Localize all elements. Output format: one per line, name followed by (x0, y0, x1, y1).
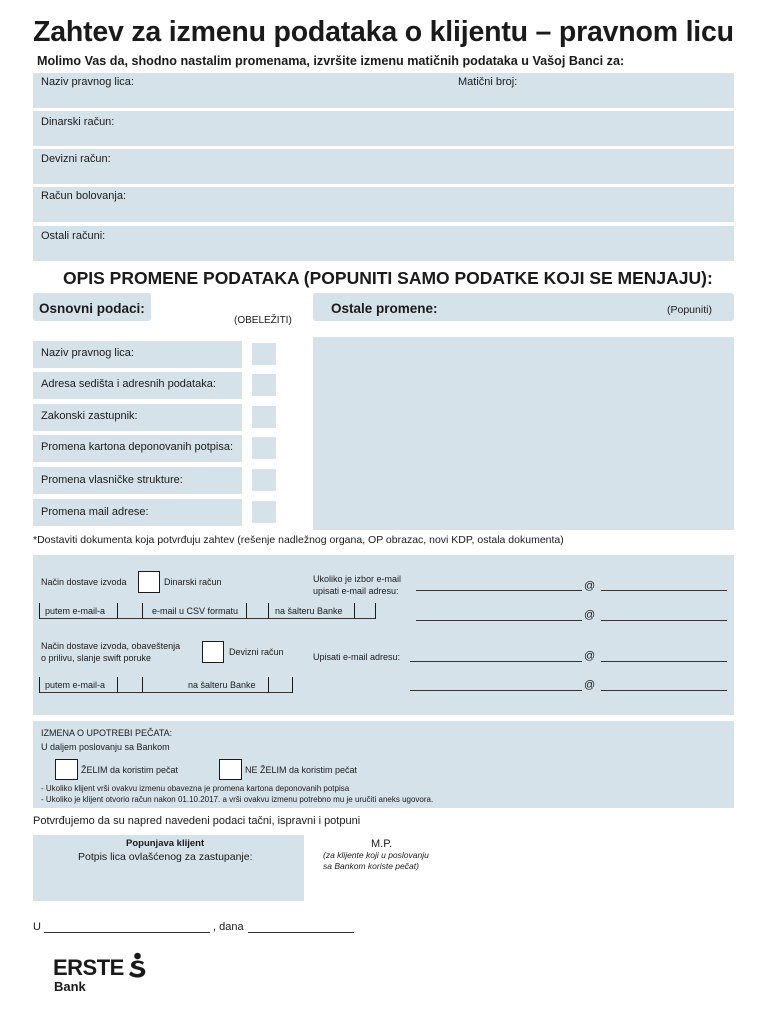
date-label: , dana (213, 921, 244, 933)
checkbox-mail[interactable] (252, 501, 276, 523)
field-legal-name[interactable] (33, 73, 734, 108)
change-item-label: Zakonski zastupnik: (41, 410, 138, 422)
dinar-method-label: Način dostave izvoda (41, 577, 127, 587)
other-changes-field[interactable] (313, 337, 734, 530)
page-subtitle: Molimo Vas da, shodno nastalim promenama, izvršite izmenu matičnih podataka u Vašoj Banci za: (37, 54, 625, 68)
erste-logo-icon (127, 952, 148, 979)
foreign-account-label: Devizni račun (229, 647, 284, 657)
dinar-options-line (39, 618, 375, 619)
divider (268, 677, 269, 693)
checkbox-address[interactable] (252, 374, 276, 396)
stamp-intro: U daljem poslovanju sa Bankom (41, 742, 170, 752)
field-sick-leave-account-label: Račun bolovanja: (41, 190, 127, 202)
email-input-3a[interactable] (410, 661, 582, 662)
divider (354, 603, 355, 619)
stamp-not-want-checkbox[interactable] (219, 759, 242, 780)
signature-label: Potpis lica ovlašćenog za zastupanje: (78, 851, 253, 863)
option-email[interactable]: putem e-mail-a (45, 606, 106, 616)
field-dinar-account[interactable] (33, 111, 734, 146)
checkbox-signature-card[interactable] (252, 437, 276, 459)
basic-data-label: Osnovni podaci: (39, 301, 145, 316)
divider (39, 603, 40, 619)
foreign-account-checkbox[interactable] (202, 641, 224, 663)
mark-hint: (OBELEŽITI) (234, 315, 292, 326)
place-input[interactable] (44, 932, 210, 933)
at-sign: @ (584, 650, 596, 662)
foreign-options-line (39, 692, 292, 693)
stamp-not-want-label: NE ŽELIM da koristim pečat (245, 765, 358, 775)
at-sign: @ (584, 609, 596, 621)
foreign-method-label-line2: o prilivu, slanje swift poruke (41, 653, 152, 663)
fill-hint: (Popuniti) (667, 304, 712, 316)
divider (246, 603, 247, 619)
divider (292, 677, 293, 693)
changes-heading: OPIS PROMENE PODATAKA (POPUNITI SAMO PODATKE KOJI SE MENJAJU): (63, 268, 713, 288)
page-title: Zahtev za izmenu podataka o klijentu – pravnom licu (33, 16, 734, 48)
stamp-note-1: - Ukoliko klijent vrši ovakvu izmenu obavezna je promena kartona deponovanih potpisa (41, 784, 350, 793)
email-input-1a[interactable] (416, 590, 582, 591)
email-input-4a[interactable] (410, 690, 582, 691)
dinar-account-label: Dinarski račun (164, 577, 222, 587)
option-counter[interactable]: na šalteru Banke (275, 606, 343, 616)
erste-logo-subtext: Bank (54, 979, 86, 994)
divider (142, 677, 143, 693)
checkbox-representative[interactable] (252, 406, 276, 428)
option-counter[interactable]: na šalteru Banke (188, 680, 256, 690)
field-other-accounts[interactable] (33, 226, 734, 261)
email-input-1b[interactable] (601, 590, 727, 591)
field-sick-leave-account[interactable] (33, 187, 734, 222)
stamp-want-checkbox[interactable] (55, 759, 78, 780)
divider (375, 603, 376, 619)
mp-label: M.P. (371, 838, 393, 850)
option-email[interactable]: putem e-mail-a (45, 680, 106, 690)
email-input-2b[interactable] (601, 620, 727, 621)
email-enter-label: Upisati e-mail adresu: (313, 652, 401, 662)
field-other-accounts-label: Ostali računi: (41, 230, 106, 242)
field-foreign-account[interactable] (33, 149, 734, 184)
change-item-label: Promena vlasničke strukture: (41, 474, 183, 486)
field-reg-number-label: Matični broj: (458, 76, 518, 88)
other-changes-label: Ostale promene: (331, 301, 438, 316)
mp-note-line2: sa Bankom koriste pečat) (323, 861, 419, 871)
email-input-4b[interactable] (601, 690, 727, 691)
change-item-label: Promena mail adrese: (41, 506, 149, 518)
divider (268, 603, 269, 619)
change-item-label: Adresa sedišta i adresnih podataka: (41, 378, 216, 390)
email-input-2a[interactable] (416, 620, 582, 621)
mp-note-line1: (za klijente koji u poslovanju (323, 850, 429, 860)
change-item-label: Promena kartona deponovanih potpisa: (41, 441, 234, 453)
change-item-label: Naziv pravnog lica: (41, 347, 134, 359)
stamp-heading: IZMENA O UPOTREBI PEČATA: (41, 728, 173, 738)
divider (117, 603, 118, 619)
erste-logo-text: ERSTE (53, 955, 124, 980)
dinar-account-checkbox[interactable] (138, 571, 160, 593)
at-sign: @ (584, 679, 596, 691)
divider (39, 677, 40, 693)
checkbox-legal-name[interactable] (252, 343, 276, 365)
checkbox-ownership[interactable] (252, 469, 276, 491)
foreign-method-label-line1: Način dostave izvoda, obaveštenja (41, 641, 181, 651)
field-dinar-account-label: Dinarski račun: (41, 116, 115, 128)
divider (117, 677, 118, 693)
documents-note: *Dostaviti dokumenta koja potvrđuju zahtev (rešenje nadležnog organa, OP obrazac, novi KDP, ostala dokumenta) (33, 534, 564, 546)
email-if-label-line2: upisati e-mail adresu: (313, 586, 399, 596)
confirmation-statement: Potvrđujemo da su napred navedeni podaci tačni, ispravni i potpuni (33, 815, 361, 827)
email-input-3b[interactable] (601, 661, 727, 662)
at-sign: @ (584, 580, 596, 592)
divider (142, 603, 143, 619)
place-label: U (33, 921, 41, 933)
email-if-label-line1: Ukoliko je izbor e-mail (313, 574, 402, 584)
field-legal-name-label: Naziv pravnog lica: (41, 76, 134, 88)
date-input[interactable] (248, 932, 354, 933)
stamp-note-2: - Ukoliko je klijent otvorio račun nakon 01.10.2017. a vrši ovakvu izmenu potrebno mu je uručiti aneks ugovora. (41, 795, 434, 804)
field-foreign-account-label: Devizni račun: (41, 153, 111, 165)
option-csv[interactable]: e-mail u CSV formatu (152, 606, 239, 616)
stamp-want-label: ŽELIM da koristim pečat (81, 765, 179, 775)
client-fill-heading: Popunjava klijent (126, 838, 205, 849)
